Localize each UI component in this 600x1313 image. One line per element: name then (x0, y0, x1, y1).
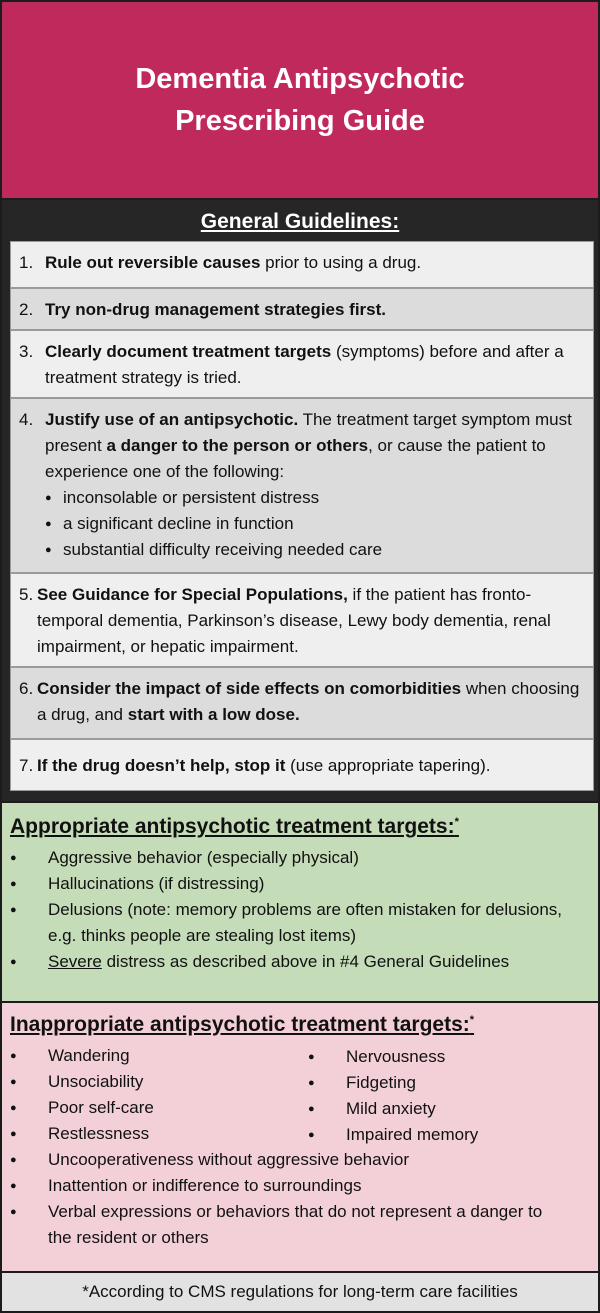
general-guidelines-section (0, 200, 600, 801)
list-item: ● Fidgeting (308, 1070, 588, 1096)
list-item: ● Inattention or indifference to surroundings (10, 1173, 550, 1199)
list-item: ● Uncooperativeness without aggressive behavior (10, 1147, 550, 1173)
list-item: ● Delusions (note: memory problems are often mistaken for delusions, e.g. thinks people are stealing lost items) (10, 897, 590, 949)
guideline-item-5: 5. See Guidance for Special Populations, if the patient has fronto-temporal dementia, Parkinson’s disease, Lewy body dementia, renal impairment, or hepatic impairment. (10, 573, 594, 667)
list-item: ● inconsolable or persistent distress (45, 485, 585, 511)
list-item: ● Severe distress as described above in #4 General Guidelines (10, 949, 590, 975)
guideline-4-bullets (45, 485, 585, 563)
inappropriate-full-list (10, 1147, 550, 1251)
list-item: ● Impaired memory (308, 1122, 588, 1148)
list-item: ● Verbal expressions or behaviors that do not represent a danger to the resident or others (10, 1199, 550, 1251)
list-item: ● Wandering (10, 1043, 300, 1069)
list-item: ● a significant decline in function (45, 511, 585, 537)
appropriate-targets-title: Appropriate antipsychotic treatment targets:* (10, 815, 459, 838)
guideline-item-6: 6. Consider the impact of side effects on comorbidities when choosing a drug, and start with a low dose. (10, 667, 594, 739)
guideline-item-3: 3. Clearly document treatment targets (symptoms) before and after a treatment strategy is tried. (10, 330, 594, 398)
appropriate-targets-list (10, 845, 590, 975)
list-item: ● Mild anxiety (308, 1096, 588, 1122)
list-item: ● Aggressive behavior (especially physical) (10, 845, 590, 871)
guideline-item-1: 1. Rule out reversible causes prior to using a drug. (10, 241, 594, 288)
list-item: ● Unsociability (10, 1069, 300, 1095)
inappropriate-targets-title: Inappropriate antipsychotic treatment targets:* (10, 1013, 475, 1036)
inappropriate-targets-section (0, 1003, 600, 1273)
list-item: ● Nervousness (308, 1044, 588, 1070)
appropriate-targets-section (0, 801, 600, 1003)
list-item: ● Poor self-care (10, 1095, 300, 1121)
page-title: Dementia Antipsychotic Prescribing Guide (135, 63, 465, 137)
list-item: ● Restlessness (10, 1121, 300, 1147)
list-item: ● Hallucinations (if distressing) (10, 871, 590, 897)
guide-header (0, 0, 600, 200)
list-item: ● substantial difficulty receiving needed care (45, 537, 585, 563)
footnote: *According to CMS regulations for long-term care facilities (0, 1273, 600, 1313)
general-guidelines-title: General Guidelines: (200, 210, 400, 233)
guideline-item-2: 2. Try non-drug management strategies first. (10, 288, 594, 330)
inappropriate-left-column (10, 1043, 300, 1147)
inappropriate-right-column (308, 1044, 588, 1148)
guideline-item-7: 7. If the drug doesn’t help, stop it (use appropriate tapering). (10, 739, 594, 791)
guideline-item-4: 4. Justify use of an antipsychotic. The treatment target symptom must present a danger to the person or others, or cause the patient to experience one of the following: ● inconsolable or persistent distress ● a significant decline in function ● substantial difficulty receiving needed care (10, 398, 594, 573)
